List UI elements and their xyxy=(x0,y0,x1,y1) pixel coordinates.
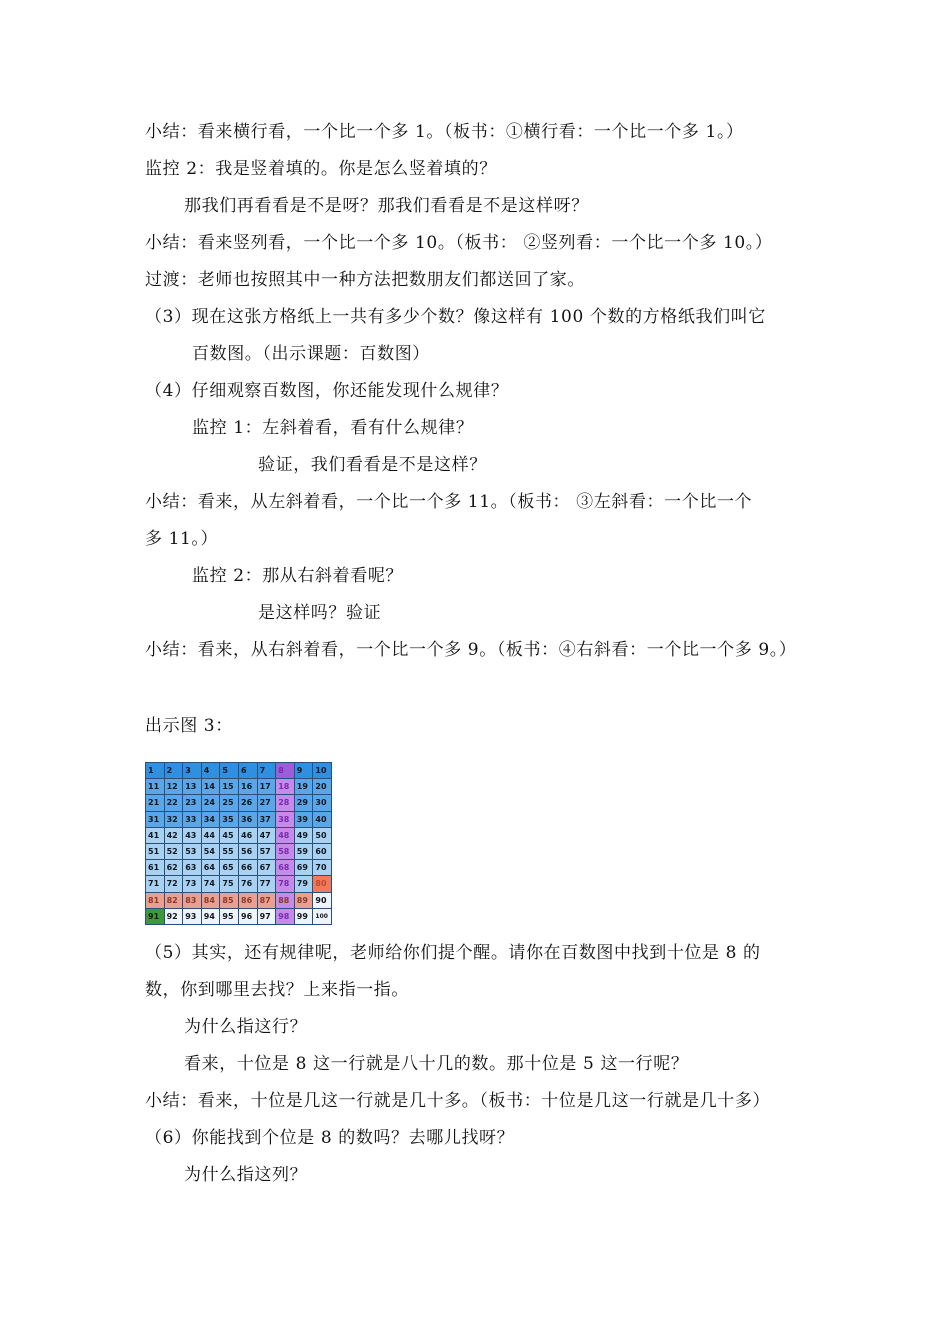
hundred-chart-cell: 66 xyxy=(239,860,257,875)
hundred-chart-cell: 45 xyxy=(220,828,238,843)
hundred-chart-cell: 92 xyxy=(165,909,183,924)
hundred-chart-cell: 46 xyxy=(239,828,257,843)
monitor-2-vertical: 监控 2：我是竖着填的。你是怎么竖着填的？ xyxy=(145,159,497,179)
hundred-chart-cell: 11 xyxy=(146,779,164,794)
hundred-chart-cell: 78 xyxy=(276,876,294,891)
figure-3-caption: 出示图 3： xyxy=(145,716,233,736)
hundred-chart-cell: 37 xyxy=(258,812,276,827)
hundred-chart-cell: 18 xyxy=(276,779,294,794)
hundred-chart-cell: 55 xyxy=(220,844,238,859)
hundred-chart-cell: 8 xyxy=(276,763,294,778)
hundred-chart-cell: 52 xyxy=(165,844,183,859)
hundred-chart-cell: 99 xyxy=(295,909,313,924)
hundred-chart-cell: 81 xyxy=(146,893,164,908)
hundred-chart-cell: 87 xyxy=(258,893,276,908)
hundred-chart-cell: 44 xyxy=(202,828,220,843)
why-this-column: 为什么指这列？ xyxy=(184,1165,308,1185)
hundred-chart-cell: 58 xyxy=(276,844,294,859)
transition-text: 过渡：老师也按照其中一种方法把数朋友们都送回了家。 xyxy=(145,270,585,290)
hundred-chart-cell: 86 xyxy=(239,893,257,908)
summary-vertical: 小结：看来竖列看，一个比一个多 10。（板书： ②竖列看：一个比一个多 10。） xyxy=(145,233,773,253)
step-4-question: （4）仔细观察百数图，你还能发现什么规律？ xyxy=(145,381,509,401)
hundred-chart-cell: 90 xyxy=(313,893,331,908)
hundred-chart-cell: 72 xyxy=(165,876,183,891)
hundred-chart-cell: 39 xyxy=(295,812,313,827)
summary-left-diagonal-continued: 多 11。） xyxy=(145,529,219,549)
hundred-chart-cell: 63 xyxy=(183,860,201,875)
hundred-chart-cell: 93 xyxy=(183,909,201,924)
hundred-chart-cell: 13 xyxy=(183,779,201,794)
hundred-chart-cell: 1 xyxy=(146,763,164,778)
hundred-chart-cell: 74 xyxy=(202,876,220,891)
check-question: 那我们再看看是不是呀？那我们看看是不是这样呀？ xyxy=(184,196,589,216)
hundred-chart-cell: 24 xyxy=(202,795,220,810)
hundred-chart-cell: 31 xyxy=(146,812,164,827)
hundred-chart-cell: 38 xyxy=(276,812,294,827)
hundred-chart-cell: 77 xyxy=(258,876,276,891)
hundred-chart-cell: 6 xyxy=(239,763,257,778)
step-3-question: （3）现在这张方格纸上一共有多少个数？像这样有 100 个数的方格纸我们叫它 xyxy=(145,307,766,327)
hundred-chart-cell: 97 xyxy=(258,909,276,924)
summary-horizontal: 小结：看来横行看，一个比一个多 1。（板书：①横行看：一个比一个多 1。） xyxy=(145,122,744,142)
hundred-chart-cell: 10 xyxy=(313,763,331,778)
hundred-chart-cell: 26 xyxy=(239,795,257,810)
hundred-chart-cell: 33 xyxy=(183,812,201,827)
hundred-chart-cell: 48 xyxy=(276,828,294,843)
hundred-chart-cell: 59 xyxy=(295,844,313,859)
hundred-chart-cell: 84 xyxy=(202,893,220,908)
hundred-chart-cell: 94 xyxy=(202,909,220,924)
hundred-chart-cell: 9 xyxy=(295,763,313,778)
hundred-chart-cell: 49 xyxy=(295,828,313,843)
hundred-chart-cell: 19 xyxy=(295,779,313,794)
summary-right-diagonal: 小结：看来，从右斜着看，一个比一个多 9。（板书：④右斜看：一个比一个多 9。） xyxy=(145,640,797,660)
hundred-chart-cell: 12 xyxy=(165,779,183,794)
step-5-question: （5）其实，还有规律呢，老师给你们提个醒。请你在百数图中找到十位是 8 的 xyxy=(145,943,761,963)
hundred-chart-cell: 16 xyxy=(239,779,257,794)
hundred-chart-cell: 43 xyxy=(183,828,201,843)
hundred-chart-cell: 34 xyxy=(202,812,220,827)
hundred-chart-cell: 89 xyxy=(295,893,313,908)
hundred-chart-cell: 98 xyxy=(276,909,294,924)
hundred-chart-cell: 85 xyxy=(220,893,238,908)
hundred-chart-cell: 91 xyxy=(146,909,164,924)
hundred-chart-cell: 29 xyxy=(295,795,313,810)
hundred-chart-cell: 15 xyxy=(220,779,238,794)
hundred-chart-cell: 61 xyxy=(146,860,164,875)
hundred-chart-cell: 2 xyxy=(165,763,183,778)
hundred-chart-cell: 67 xyxy=(258,860,276,875)
hundred-chart-cell: 75 xyxy=(220,876,238,891)
step-3-continued: 百数图。（出示课题：百数图） xyxy=(192,344,430,364)
tens-digit-explanation: 看来，十位是 8 这一行就是八十几的数。那十位是 5 这一行呢？ xyxy=(184,1054,689,1074)
hundred-chart-cell: 40 xyxy=(313,812,331,827)
step-5-continued: 数，你到哪里去找？上来指一指。 xyxy=(145,980,409,1000)
hundred-chart-image xyxy=(145,762,332,925)
hundred-chart-cell: 96 xyxy=(239,909,257,924)
hundred-chart-cell: 17 xyxy=(258,779,276,794)
verify-right-diagonal: 是这样吗？验证 xyxy=(258,603,382,623)
hundred-chart-cell: 62 xyxy=(165,860,183,875)
hundred-chart-cell: 100 xyxy=(313,909,331,924)
hundred-chart-cell: 20 xyxy=(313,779,331,794)
summary-tens-digit: 小结：看来，十位是几这一行就是几十多。（板书：十位是几这一行就是几十多） xyxy=(145,1091,771,1111)
step-6-question: （6）你能找到个位是 8 的数吗？去哪儿找呀？ xyxy=(145,1128,515,1148)
hundred-chart-cell: 50 xyxy=(313,828,331,843)
hundred-chart-cell: 25 xyxy=(220,795,238,810)
hundred-chart-cell: 60 xyxy=(313,844,331,859)
hundred-chart-cell: 3 xyxy=(183,763,201,778)
hundred-chart-cell: 35 xyxy=(220,812,238,827)
hundred-chart-cell: 27 xyxy=(258,795,276,810)
hundred-chart-cell: 54 xyxy=(202,844,220,859)
hundred-chart-cell: 5 xyxy=(220,763,238,778)
hundred-chart-cell: 80 xyxy=(313,876,331,891)
hundred-chart-cell: 82 xyxy=(165,893,183,908)
hundred-chart-cell: 57 xyxy=(258,844,276,859)
hundred-chart-cell: 7 xyxy=(258,763,276,778)
hundred-chart-cell: 28 xyxy=(276,795,294,810)
hundred-chart-cell: 88 xyxy=(276,893,294,908)
hundred-chart-cell: 71 xyxy=(146,876,164,891)
hundred-chart-cell: 51 xyxy=(146,844,164,859)
hundred-chart-cell: 21 xyxy=(146,795,164,810)
hundred-chart-cell: 22 xyxy=(165,795,183,810)
hundred-chart-cell: 47 xyxy=(258,828,276,843)
hundred-chart-cell: 95 xyxy=(220,909,238,924)
hundred-chart-cell: 83 xyxy=(183,893,201,908)
hundred-chart-cell: 32 xyxy=(165,812,183,827)
hundred-chart-cell: 41 xyxy=(146,828,164,843)
hundred-chart-cell: 42 xyxy=(165,828,183,843)
hundred-chart-cell: 30 xyxy=(313,795,331,810)
hundred-chart-cell: 23 xyxy=(183,795,201,810)
summary-left-diagonal: 小结：看来，从左斜着看，一个比一个多 11。（板书： ③左斜看：一个比一个 xyxy=(145,492,753,512)
hundred-chart-cell: 79 xyxy=(295,876,313,891)
monitor-1-left-diagonal: 监控 1：左斜着看，看有什么规律？ xyxy=(192,418,474,438)
hundred-chart-cell: 14 xyxy=(202,779,220,794)
hundred-chart-cell: 53 xyxy=(183,844,201,859)
monitor-2-right-diagonal: 监控 2：那从右斜着看呢？ xyxy=(192,566,404,586)
why-this-row: 为什么指这行？ xyxy=(184,1017,308,1037)
hundred-chart-cell: 4 xyxy=(202,763,220,778)
hundred-chart-cell: 65 xyxy=(220,860,238,875)
hundred-chart-cell: 64 xyxy=(202,860,220,875)
hundred-chart-cell: 73 xyxy=(183,876,201,891)
hundred-chart-cell: 76 xyxy=(239,876,257,891)
hundred-chart-cell: 69 xyxy=(295,860,313,875)
hundred-chart-cell: 68 xyxy=(276,860,294,875)
verify-left-diagonal: 验证，我们看看是不是这样？ xyxy=(258,455,487,475)
hundred-chart-cell: 56 xyxy=(239,844,257,859)
hundred-chart-cell: 70 xyxy=(313,860,331,875)
hundred-chart-cell: 36 xyxy=(239,812,257,827)
